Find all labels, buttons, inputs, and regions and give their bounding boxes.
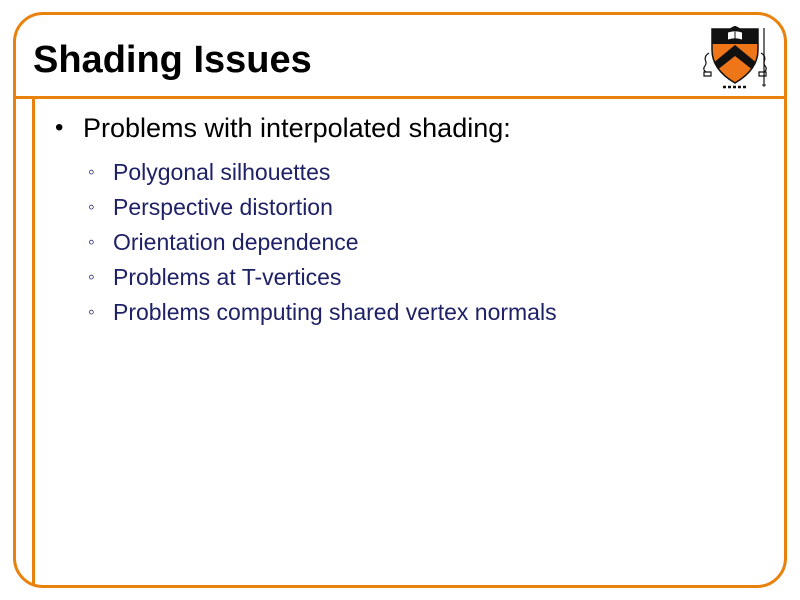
sub-bullet-text: Orientation dependence <box>113 229 359 255</box>
title-divider-line <box>13 96 787 99</box>
sub-bullet-item <box>88 260 770 295</box>
sub-bullet-text: Polygonal silhouettes <box>113 159 331 185</box>
sub-bullet-list <box>0 155 770 330</box>
main-bullet-text: Problems with interpolated shading: <box>83 113 511 143</box>
bullet-circle-icon: ◦ <box>88 162 95 183</box>
slide-body <box>0 112 770 330</box>
bullet-circle-icon: ◦ <box>88 197 95 218</box>
bullet-circle-icon: ◦ <box>88 232 95 253</box>
main-bullet-item <box>55 112 770 144</box>
bullet-circle-icon: ◦ <box>88 267 95 288</box>
sub-bullet-item <box>88 155 770 190</box>
princeton-shield-icon <box>700 26 770 96</box>
sub-bullet-text: Perspective distortion <box>113 194 333 220</box>
bullet-circle-icon: ◦ <box>88 302 95 323</box>
sub-bullet-text: Problems computing shared vertex normals <box>113 299 557 325</box>
sub-bullet-text: Problems at T-vertices <box>113 264 342 290</box>
sub-bullet-item <box>88 295 770 330</box>
slide-title: Shading Issues <box>33 39 312 81</box>
sub-bullet-item <box>88 190 770 225</box>
sub-bullet-item <box>88 225 770 260</box>
bullet-dot-icon: • <box>55 114 64 141</box>
princeton-shield-logo <box>700 26 770 96</box>
